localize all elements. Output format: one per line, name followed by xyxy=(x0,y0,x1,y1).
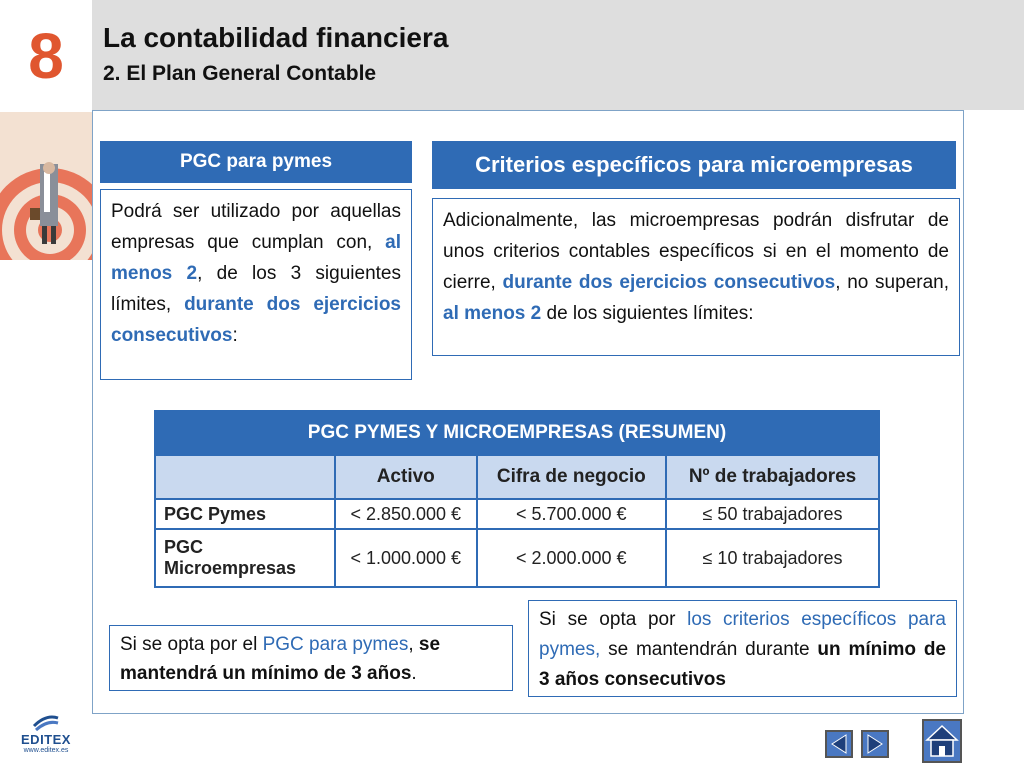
logo-url: www.editex.es xyxy=(23,747,69,754)
editex-logo xyxy=(14,712,78,764)
microempresas-description xyxy=(432,198,960,356)
table-title: PGC PYMES Y MICROEMPRESAS (RESUMEN) xyxy=(155,411,879,455)
pgc-text-2: , de los 3 siguientes límites, xyxy=(111,263,401,315)
note-pymes-text-1: Si se opta por el xyxy=(120,634,263,655)
previous-button[interactable] xyxy=(825,730,853,758)
table-cell: ≤ 10 trabajadores xyxy=(666,529,879,587)
table-cell: < 5.700.000 € xyxy=(477,499,667,529)
micro-text-3: de los siguientes límites: xyxy=(541,303,754,324)
column-header: Cifra de negocio xyxy=(477,455,667,499)
page-title: La contabilidad financiera xyxy=(103,22,449,53)
note-criterios-highlight: los criterios específicos para pymes, xyxy=(539,609,946,660)
note-pymes-text-2: , xyxy=(408,634,419,655)
next-button[interactable] xyxy=(861,730,889,758)
summary-table xyxy=(154,410,880,588)
note-criterios-text-1: Si se opta por xyxy=(539,609,688,630)
table-row xyxy=(155,499,879,529)
table-cell: ≤ 50 trabajadores xyxy=(666,499,879,529)
table-title-row xyxy=(155,411,879,455)
pgc-pymes-description xyxy=(100,189,412,380)
note-criterios-especificos xyxy=(528,600,957,697)
row-label: PGC Microempresas xyxy=(155,529,335,587)
previous-icon xyxy=(827,732,851,756)
table-cell: < 1.000.000 € xyxy=(335,529,477,587)
micro-text-1: Adicionalmente, las microempresas podrán disfrutar de unos criterios contables específicos si en el momento de cierre, xyxy=(443,210,949,293)
note-pymes-text-3: . xyxy=(411,663,417,684)
note-pymes-bold: se mantendrá un mínimo de 3 años xyxy=(120,634,441,684)
target-businessman-icon xyxy=(0,112,92,260)
table-row xyxy=(155,529,879,587)
table-corner-cell xyxy=(155,455,335,499)
note-pymes-highlight: PGC para pymes xyxy=(262,634,409,655)
editex-swoosh-icon xyxy=(32,712,60,732)
home-button[interactable] xyxy=(922,719,962,763)
table-cell: < 2.850.000 € xyxy=(335,499,477,529)
chapter-number: 8 xyxy=(28,20,64,92)
note-criterios-bold: un mínimo de 3 años consecutivos xyxy=(539,639,946,690)
pgc-text-1: Podrá ser utilizado por aquellas empresas que cumplan con, xyxy=(111,201,401,253)
micro-text-2: , no superan, xyxy=(835,272,949,293)
row-label: PGC Pymes xyxy=(155,499,335,529)
column-header: Nº de trabajadores xyxy=(666,455,879,499)
home-icon xyxy=(924,721,960,761)
note-pgc-pymes xyxy=(109,625,513,691)
note-criterios-text-2: se mantendrán durante xyxy=(600,639,818,660)
pgc-highlight-2: durante dos ejercicios consecutivos xyxy=(111,294,401,346)
header-bar xyxy=(92,0,1024,110)
table-header-row xyxy=(155,455,879,499)
table-cell: < 2.000.000 € xyxy=(477,529,667,587)
next-icon xyxy=(863,732,887,756)
micro-highlight-1: durante dos ejercicios consecutivos xyxy=(502,272,836,293)
column-header: Activo xyxy=(335,455,477,499)
logo-name: EDITEX xyxy=(21,732,71,747)
microempresas-heading: Criterios específicos para microempresas xyxy=(432,141,956,189)
page-subtitle: 2. El Plan General Contable xyxy=(103,62,377,85)
micro-highlight-2: al menos 2 xyxy=(443,303,542,324)
pgc-text-3: : xyxy=(232,325,238,346)
target-illustration xyxy=(0,112,92,260)
pgc-highlight-1: al menos 2 xyxy=(111,232,401,284)
pgc-pymes-heading: PGC para pymes xyxy=(100,141,412,183)
